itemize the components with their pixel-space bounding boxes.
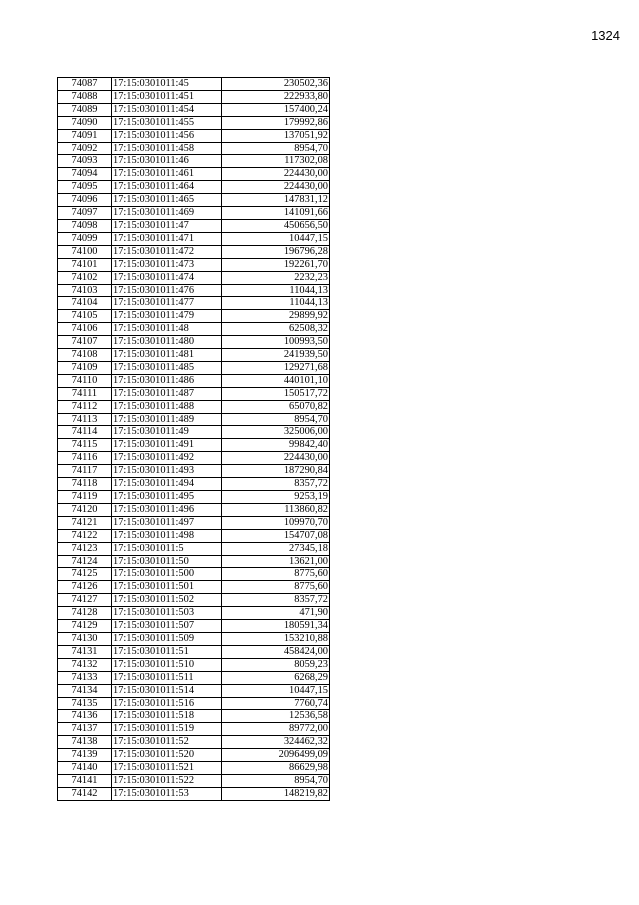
table-row [58,168,330,181]
value-cell: 187290,84 [222,465,330,478]
value-cell: 180591,34 [222,620,330,633]
cadastral-number-cell: 17:15:0301011:465 [112,194,222,207]
row-number-cell: 74119 [58,491,112,504]
page-number: 1324 [591,28,620,43]
cadastral-number-cell: 17:15:0301011:492 [112,452,222,465]
value-cell: 2096499,09 [222,749,330,762]
row-number-cell: 74093 [58,155,112,168]
row-number-cell: 74117 [58,465,112,478]
table-row [58,465,330,478]
cadastral-number-cell: 17:15:0301011:454 [112,103,222,116]
value-cell: 117302,08 [222,155,330,168]
row-number-cell: 74090 [58,116,112,129]
cadastral-number-cell: 17:15:0301011:486 [112,374,222,387]
row-number-cell: 74100 [58,245,112,258]
value-cell: 11044,13 [222,284,330,297]
table-row [58,439,330,452]
row-number-cell: 74118 [58,478,112,491]
table-row [58,426,330,439]
table-row [58,555,330,568]
row-number-cell: 74127 [58,594,112,607]
value-cell: 222933,80 [222,90,330,103]
cadastral-number-cell: 17:15:0301011:493 [112,465,222,478]
cadastral-number-cell: 17:15:0301011:481 [112,349,222,362]
table-row [58,310,330,323]
cadastral-number-cell: 17:15:0301011:46 [112,155,222,168]
row-number-cell: 74126 [58,581,112,594]
value-cell: 8059,23 [222,658,330,671]
cadastral-number-cell: 17:15:0301011:521 [112,762,222,775]
cadastral-number-cell: 17:15:0301011:5 [112,542,222,555]
table-row [58,374,330,387]
row-number-cell: 74094 [58,168,112,181]
value-cell: 471,90 [222,607,330,620]
table-row [58,258,330,271]
table-row [58,762,330,775]
cadastral-number-cell: 17:15:0301011:476 [112,284,222,297]
table-row [58,568,330,581]
value-cell: 86629,98 [222,762,330,775]
value-cell: 65070,82 [222,400,330,413]
row-number-cell: 74095 [58,181,112,194]
value-cell: 196796,28 [222,245,330,258]
cadastral-number-cell: 17:15:0301011:489 [112,413,222,426]
value-cell: 8954,70 [222,413,330,426]
row-number-cell: 74106 [58,323,112,336]
table-row [58,116,330,129]
value-cell: 9253,19 [222,491,330,504]
row-number-cell: 74140 [58,762,112,775]
table-row [58,542,330,555]
table-row [58,323,330,336]
table-row [58,155,330,168]
cadastral-number-cell: 17:15:0301011:509 [112,632,222,645]
cadastral-number-cell: 17:15:0301011:510 [112,658,222,671]
value-cell: 8954,70 [222,774,330,787]
value-cell: 2232,23 [222,271,330,284]
row-number-cell: 74132 [58,658,112,671]
cadastral-number-cell: 17:15:0301011:485 [112,361,222,374]
row-number-cell: 74141 [58,774,112,787]
row-number-cell: 74096 [58,194,112,207]
cadastral-number-cell: 17:15:0301011:511 [112,671,222,684]
row-number-cell: 74129 [58,620,112,633]
value-cell: 12536,58 [222,710,330,723]
table-row [58,400,330,413]
cadastral-number-cell: 17:15:0301011:488 [112,400,222,413]
row-number-cell: 74136 [58,710,112,723]
cadastral-number-cell: 17:15:0301011:491 [112,439,222,452]
cadastral-number-cell: 17:15:0301011:456 [112,129,222,142]
row-number-cell: 74139 [58,749,112,762]
value-cell: 147831,12 [222,194,330,207]
value-cell: 11044,13 [222,297,330,310]
cadastral-number-cell: 17:15:0301011:479 [112,310,222,323]
value-cell: 224430,00 [222,452,330,465]
value-cell: 8357,72 [222,478,330,491]
row-number-cell: 74142 [58,787,112,800]
table-body [58,78,330,801]
cadastral-number-cell: 17:15:0301011:519 [112,723,222,736]
value-cell: 150517,72 [222,387,330,400]
row-number-cell: 74107 [58,336,112,349]
table-row [58,478,330,491]
row-number-cell: 74101 [58,258,112,271]
row-number-cell: 74138 [58,736,112,749]
cadastral-number-cell: 17:15:0301011:520 [112,749,222,762]
value-cell: 157400,24 [222,103,330,116]
table-row [58,232,330,245]
cadastral-number-cell: 17:15:0301011:496 [112,503,222,516]
value-cell: 8954,70 [222,142,330,155]
cadastral-number-cell: 17:15:0301011:518 [112,710,222,723]
cadastral-number-cell: 17:15:0301011:461 [112,168,222,181]
value-cell: 8775,60 [222,568,330,581]
value-cell: 192261,70 [222,258,330,271]
value-cell: 241939,50 [222,349,330,362]
table-row [58,207,330,220]
value-cell: 224430,00 [222,181,330,194]
cadastral-number-cell: 17:15:0301011:497 [112,516,222,529]
table-row [58,219,330,232]
row-number-cell: 74088 [58,90,112,103]
cadastral-number-cell: 17:15:0301011:498 [112,529,222,542]
value-cell: 137051,92 [222,129,330,142]
value-cell: 141091,66 [222,207,330,220]
value-cell: 7760,74 [222,697,330,710]
cadastral-number-cell: 17:15:0301011:49 [112,426,222,439]
table-row [58,271,330,284]
cadastral-value-table [57,77,330,801]
table-row [58,620,330,633]
row-number-cell: 74125 [58,568,112,581]
value-cell: 129271,68 [222,361,330,374]
cadastral-number-cell: 17:15:0301011:516 [112,697,222,710]
row-number-cell: 74120 [58,503,112,516]
row-number-cell: 74121 [58,516,112,529]
table-row [58,336,330,349]
table-row [58,684,330,697]
value-cell: 440101,10 [222,374,330,387]
cadastral-number-cell: 17:15:0301011:47 [112,219,222,232]
table-row [58,749,330,762]
value-cell: 153210,88 [222,632,330,645]
cadastral-number-cell: 17:15:0301011:522 [112,774,222,787]
value-cell: 458424,00 [222,645,330,658]
table-row [58,413,330,426]
value-cell: 8357,72 [222,594,330,607]
row-number-cell: 74116 [58,452,112,465]
table-row [58,632,330,645]
table-row [58,297,330,310]
value-cell: 109970,70 [222,516,330,529]
cadastral-number-cell: 17:15:0301011:50 [112,555,222,568]
cadastral-number-cell: 17:15:0301011:472 [112,245,222,258]
value-cell: 179992,86 [222,116,330,129]
value-cell: 325006,00 [222,426,330,439]
row-number-cell: 74097 [58,207,112,220]
cadastral-number-cell: 17:15:0301011:45 [112,78,222,91]
table-row [58,594,330,607]
row-number-cell: 74112 [58,400,112,413]
table-row [58,607,330,620]
row-number-cell: 74115 [58,439,112,452]
value-cell: 450656,50 [222,219,330,232]
table-row [58,787,330,800]
row-number-cell: 74102 [58,271,112,284]
cadastral-number-cell: 17:15:0301011:477 [112,297,222,310]
row-number-cell: 74104 [58,297,112,310]
cadastral-number-cell: 17:15:0301011:469 [112,207,222,220]
cadastral-number-cell: 17:15:0301011:473 [112,258,222,271]
row-number-cell: 74087 [58,78,112,91]
table-row [58,516,330,529]
cadastral-number-cell: 17:15:0301011:458 [112,142,222,155]
table-row [58,194,330,207]
table-row [58,129,330,142]
table-row [58,645,330,658]
cadastral-number-cell: 17:15:0301011:51 [112,645,222,658]
value-cell: 100993,50 [222,336,330,349]
row-number-cell: 74128 [58,607,112,620]
cadastral-number-cell: 17:15:0301011:495 [112,491,222,504]
cadastral-number-cell: 17:15:0301011:494 [112,478,222,491]
value-cell: 324462,32 [222,736,330,749]
cadastral-number-cell: 17:15:0301011:471 [112,232,222,245]
cadastral-number-cell: 17:15:0301011:503 [112,607,222,620]
table-row [58,387,330,400]
row-number-cell: 74133 [58,671,112,684]
table-row [58,452,330,465]
row-number-cell: 74135 [58,697,112,710]
table-row [58,503,330,516]
cadastral-number-cell: 17:15:0301011:487 [112,387,222,400]
row-number-cell: 74089 [58,103,112,116]
row-number-cell: 74111 [58,387,112,400]
cadastral-number-cell: 17:15:0301011:474 [112,271,222,284]
table-row [58,671,330,684]
row-number-cell: 74114 [58,426,112,439]
cadastral-number-cell: 17:15:0301011:502 [112,594,222,607]
table-row [58,90,330,103]
cadastral-number-cell: 17:15:0301011:507 [112,620,222,633]
table-row [58,723,330,736]
cadastral-number-cell: 17:15:0301011:500 [112,568,222,581]
cadastral-number-cell: 17:15:0301011:455 [112,116,222,129]
table-row [58,529,330,542]
cadastral-number-cell: 17:15:0301011:464 [112,181,222,194]
value-cell: 224430,00 [222,168,330,181]
row-number-cell: 74124 [58,555,112,568]
table-row [58,245,330,258]
cadastral-number-cell: 17:15:0301011:501 [112,581,222,594]
row-number-cell: 74123 [58,542,112,555]
row-number-cell: 74137 [58,723,112,736]
table-row [58,361,330,374]
table-row [58,142,330,155]
value-cell: 10447,15 [222,684,330,697]
table-row [58,658,330,671]
value-cell: 13621,00 [222,555,330,568]
row-number-cell: 74110 [58,374,112,387]
row-number-cell: 74109 [58,361,112,374]
cadastral-number-cell: 17:15:0301011:514 [112,684,222,697]
value-cell: 10447,15 [222,232,330,245]
value-cell: 29899,92 [222,310,330,323]
value-cell: 113860,82 [222,503,330,516]
table-row [58,284,330,297]
row-number-cell: 74130 [58,632,112,645]
value-cell: 62508,32 [222,323,330,336]
table-row [58,710,330,723]
row-number-cell: 74098 [58,219,112,232]
row-number-cell: 74122 [58,529,112,542]
table-row [58,697,330,710]
row-number-cell: 74092 [58,142,112,155]
row-number-cell: 74108 [58,349,112,362]
value-cell: 6268,29 [222,671,330,684]
row-number-cell: 74099 [58,232,112,245]
row-number-cell: 74134 [58,684,112,697]
row-number-cell: 74105 [58,310,112,323]
cadastral-number-cell: 17:15:0301011:451 [112,90,222,103]
row-number-cell: 74113 [58,413,112,426]
value-cell: 8775,60 [222,581,330,594]
table-row [58,181,330,194]
table-row [58,103,330,116]
row-number-cell: 74131 [58,645,112,658]
table-row [58,78,330,91]
table-row [58,736,330,749]
value-cell: 27345,18 [222,542,330,555]
table-row [58,774,330,787]
value-cell: 89772,00 [222,723,330,736]
cadastral-number-cell: 17:15:0301011:52 [112,736,222,749]
value-cell: 99842,40 [222,439,330,452]
row-number-cell: 74103 [58,284,112,297]
table-row [58,349,330,362]
table-row [58,581,330,594]
value-cell: 148219,82 [222,787,330,800]
value-cell: 154707,08 [222,529,330,542]
table-row [58,491,330,504]
row-number-cell: 74091 [58,129,112,142]
cadastral-number-cell: 17:15:0301011:480 [112,336,222,349]
cadastral-number-cell: 17:15:0301011:53 [112,787,222,800]
cadastral-number-cell: 17:15:0301011:48 [112,323,222,336]
value-cell: 230502,36 [222,78,330,91]
